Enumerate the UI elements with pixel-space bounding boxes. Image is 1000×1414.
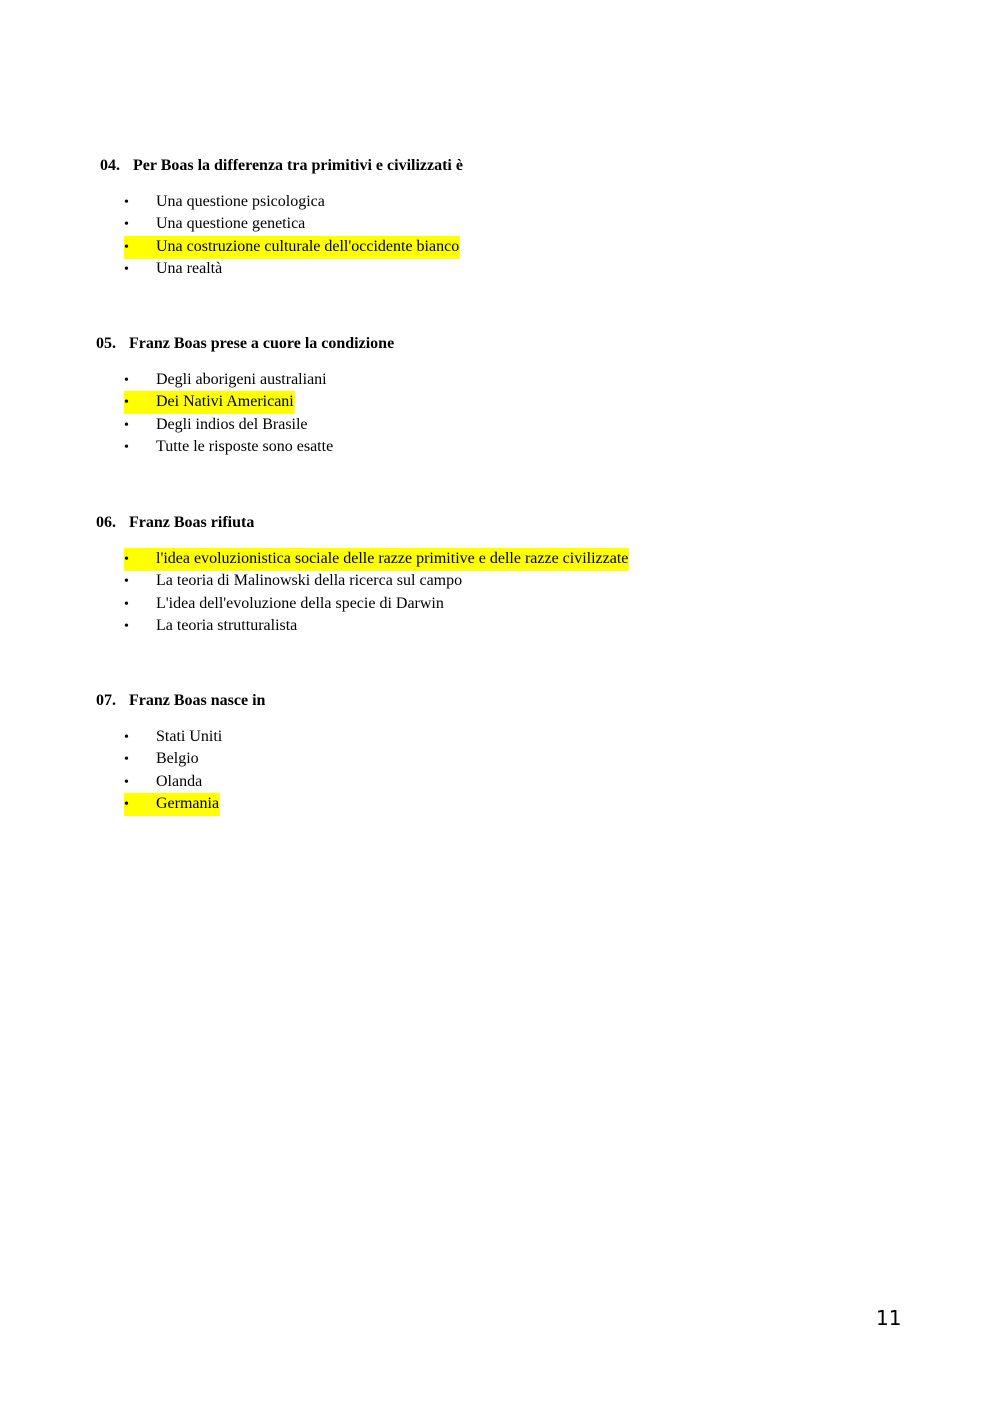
bullet-icon: • [124,552,129,567]
bullet-icon: • [124,730,129,745]
answer-option: • L'idea dell'evoluzione della specie di Darwin [124,593,629,615]
question-text: Franz Boas nasce in [129,692,266,709]
answer-option: • Una questione psicologica [124,191,460,213]
question-title [100,156,463,176]
answer-option: • Degli indios del Brasile [124,414,334,436]
bullet-icon: • [124,261,129,277]
bullet-icon: • [124,373,129,388]
answer-option: • Olanda [124,771,223,793]
answer-option: • Una realtà [124,258,460,280]
answer-option: • Belgio [124,748,223,770]
answer-option-correct: • Una costruzione culturale dell'occidente bianco [124,236,460,258]
answer-list [124,548,629,637]
question-title [96,334,394,354]
bullet-icon: • [124,439,129,455]
answer-option: • Degli aborigeni australiani [124,369,334,391]
question-number: 07. [96,692,116,709]
bullet-icon: • [124,752,129,768]
bullet-icon: • [124,217,129,233]
bullet-icon: • [124,417,129,433]
question-number: 04. [100,157,120,174]
question-text: Franz Boas rifiuta [129,514,255,531]
answer-option: • Una questione genetica [124,213,460,235]
bullet-icon: • [124,774,129,790]
answer-option: • Tutte le risposte sono esatte [124,436,334,458]
bullet-icon: • [124,596,129,612]
answer-option: • Stati Uniti [124,726,223,748]
question-title [96,513,254,533]
answer-option: • La teoria di Malinowski della ricerca sul campo [124,570,629,592]
answer-option-correct: • Dei Nativi Americani [124,391,334,413]
answer-option: • La teoria strutturalista [124,615,629,637]
question-title [96,691,265,711]
answer-list [124,726,223,815]
answer-list [124,191,460,280]
question-text: Per Boas la differenza tra primitivi e civilizzati è [133,157,463,174]
bullet-icon: • [124,239,129,255]
answer-list [124,369,334,458]
bullet-icon: • [124,195,129,210]
bullet-icon: • [124,574,129,590]
question-number: 05. [96,335,116,352]
bullet-icon: • [124,618,129,634]
answer-option-correct: • Germania [124,793,223,815]
page-number: 11 [876,1306,902,1330]
question-text: Franz Boas prese a cuore la condizione [129,335,395,352]
bullet-icon: • [124,796,129,812]
answer-option-correct: • l'idea evoluzionistica sociale delle razze primitive e delle razze civilizzate [124,548,629,570]
question-number: 06. [96,514,116,531]
bullet-icon: • [124,395,129,411]
